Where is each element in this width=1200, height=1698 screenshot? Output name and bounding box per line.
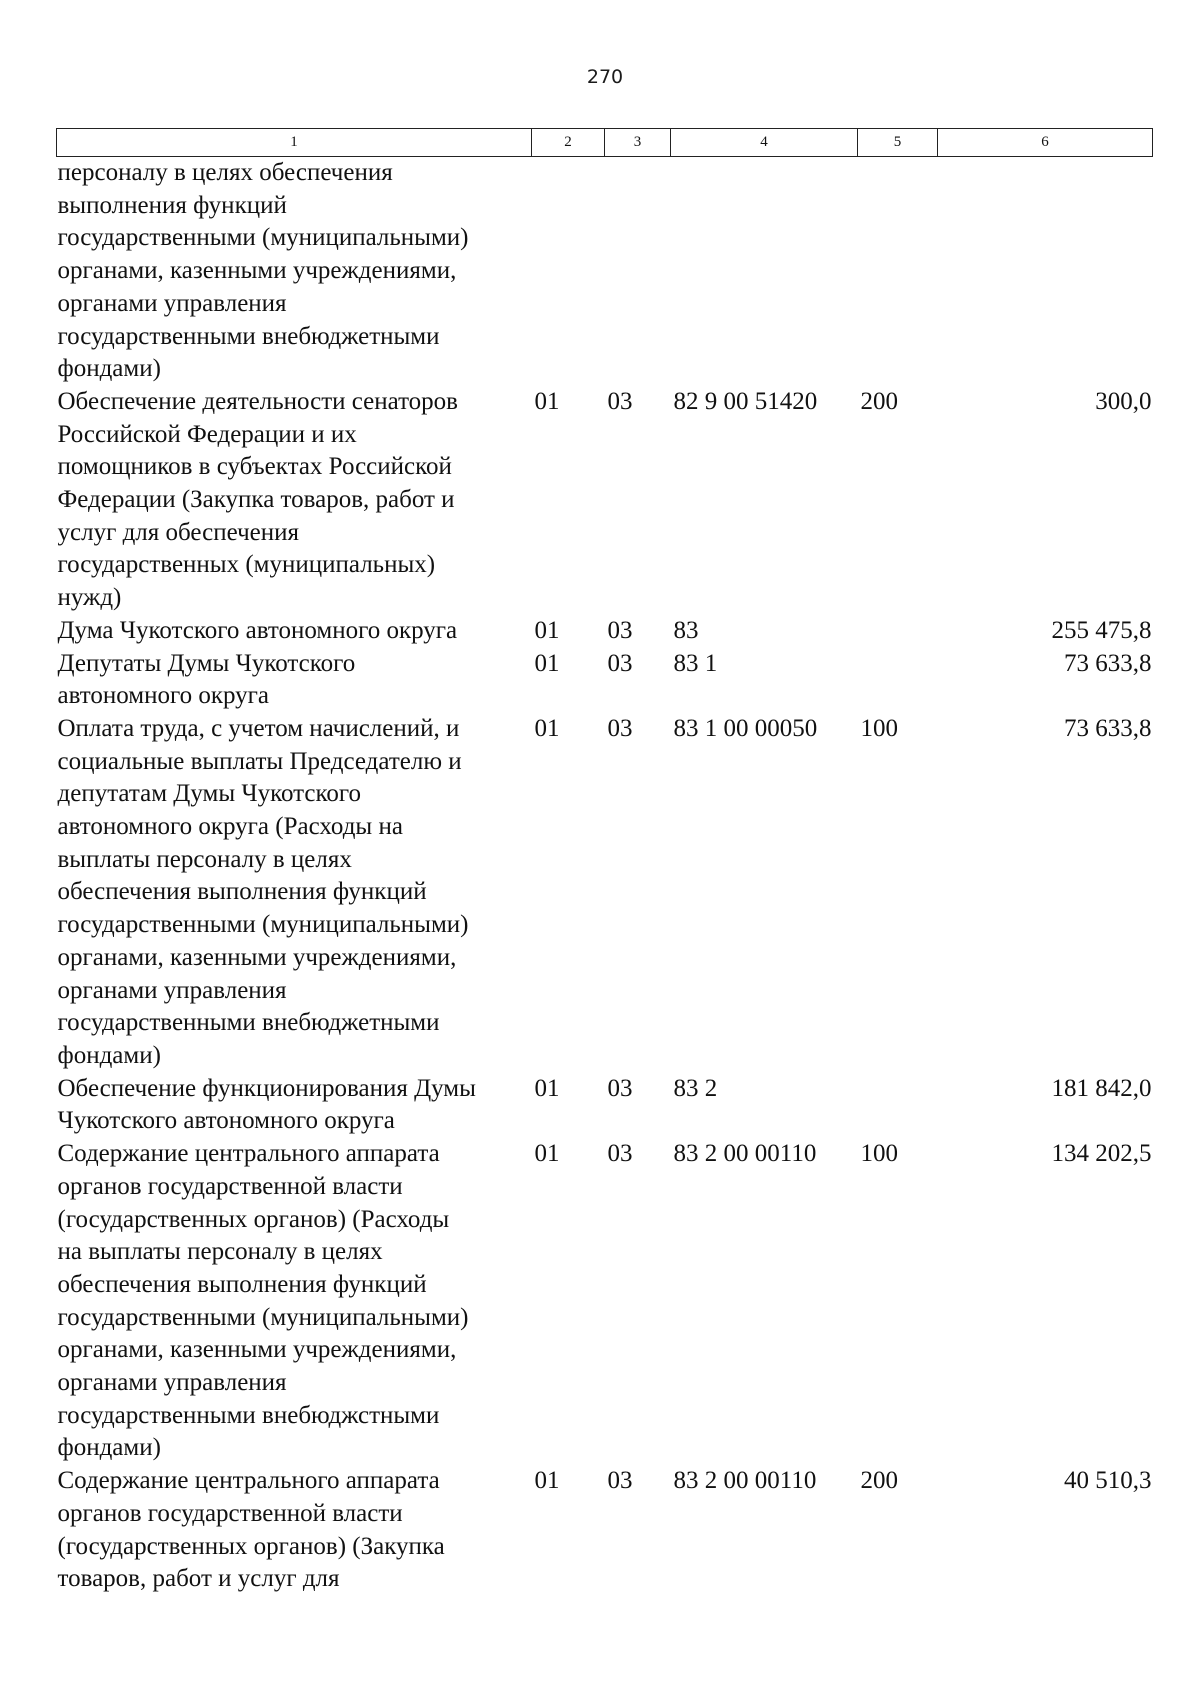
item-name-line: обеспечения выполнения функций — [57, 1270, 427, 1298]
item-name-line: на выплаты персоналу в целях — [57, 1238, 383, 1266]
target-code-cell: 83 — [673, 616, 699, 644]
expense-type-cell — [858, 648, 938, 713]
target-code-cell: 83 1 00 00050 — [673, 714, 818, 742]
target-code-cell: 83 2 00 00110 — [673, 1467, 817, 1495]
item-name-line: государственными (муниципальными) — [57, 911, 469, 939]
table-row — [57, 1138, 1153, 1465]
page-number: 270 — [586, 66, 624, 88]
item-name-line: Содержание центрального аппарата — [57, 1467, 440, 1495]
item-name-line: автономного округа (Расходы на — [57, 813, 403, 841]
budget-table — [56, 128, 1153, 1596]
item-name-cell — [57, 386, 532, 615]
item-name-line: депутатам Думы Чукотского — [57, 780, 361, 808]
target-code-cell: 83 2 00 00110 — [673, 1140, 817, 1168]
item-name-line: органов государственной власти — [57, 1172, 403, 1200]
item-name-line: органами управления — [57, 289, 287, 317]
item-name-line: социальные выплаты Председателю и — [57, 747, 462, 775]
item-name-line: фондами) — [57, 355, 161, 383]
item-name-line: государственными внебюджетными — [57, 322, 440, 350]
expense-type-cell: 200 — [860, 1467, 898, 1495]
target-code-cell — [671, 157, 858, 386]
section-cell: 01 — [534, 1140, 560, 1168]
expense-type-cell: 200 — [860, 387, 898, 415]
amount-cell: 300,0 — [1095, 387, 1152, 415]
expense-type-cell: 100 — [860, 714, 898, 742]
target-code-cell: 83 2 — [673, 1074, 718, 1102]
item-name-line: органов государственной власти — [57, 1499, 403, 1527]
expense-type-cell — [858, 1073, 938, 1138]
subsection-cell: 03 — [607, 1140, 633, 1168]
item-name-line: услуг для обеспечения — [57, 518, 300, 546]
table-row — [57, 713, 1153, 1073]
section-cell: 01 — [534, 387, 560, 415]
item-name-line: (государственных органов) (Расходы — [57, 1205, 450, 1233]
item-name-line: органами, казенными учреждениями, — [57, 257, 457, 285]
subsection-cell: 03 — [607, 387, 633, 415]
section-cell — [532, 157, 605, 386]
item-name-line: государственными внебюджстными — [57, 1401, 440, 1429]
table-row — [57, 1073, 1153, 1138]
table-body — [57, 157, 1153, 1596]
item-name-line: выплаты персоналу в целях — [57, 845, 352, 873]
table-row — [57, 157, 1153, 386]
item-name-line: фондами) — [57, 1434, 161, 1462]
item-name-line: товаров, работ и услуг для — [57, 1565, 340, 1593]
item-name-line: государственными (муниципальными) — [57, 224, 469, 252]
header-col-name: 1 — [57, 129, 532, 157]
item-name-cell — [57, 648, 532, 713]
subsection-cell: 03 — [607, 1074, 633, 1102]
amount-cell: 181 842,0 — [1051, 1074, 1152, 1102]
table-row — [57, 386, 1153, 615]
section-cell: 01 — [534, 649, 560, 677]
header-col-target: 4 — [671, 129, 858, 157]
amount-cell: 134 202,5 — [1051, 1140, 1152, 1168]
section-cell: 01 — [534, 1467, 560, 1495]
subsection-cell: 03 — [607, 1467, 633, 1495]
amount-cell: 73 633,8 — [1064, 649, 1152, 677]
subsection-cell: 03 — [607, 649, 633, 677]
item-name-line: Российской Федерации и их — [57, 420, 357, 448]
header-col-section: 2 — [532, 129, 605, 157]
table-row — [57, 1465, 1153, 1596]
item-name-line: органами управления — [57, 976, 287, 1004]
subsection-cell: 03 — [607, 714, 633, 742]
target-code-cell: 82 9 00 51420 — [673, 387, 818, 415]
item-name-line: нужд) — [57, 584, 122, 612]
item-name-cell — [57, 713, 532, 1073]
expense-type-cell — [858, 157, 938, 386]
expense-type-cell: 100 — [860, 1140, 898, 1168]
item-name-line: Депутаты Думы Чукотского — [57, 649, 356, 677]
table-row — [57, 615, 1153, 648]
item-name-line: государственными внебюджетными — [57, 1009, 440, 1037]
item-name-cell — [57, 1073, 532, 1138]
item-name-line: Оплата труда, с учетом начислений, и — [57, 714, 460, 742]
item-name-line: (государственных органов) (Закупка — [57, 1532, 445, 1560]
section-cell: 01 — [534, 616, 560, 644]
amount-cell: 255 475,8 — [1051, 616, 1152, 644]
item-name-line: Дума Чукотского автономного округа — [57, 616, 458, 644]
table-header — [57, 129, 1153, 157]
subsection-cell — [605, 157, 671, 386]
item-name-line: Обеспечение деятельности сенаторов — [57, 387, 458, 415]
item-name-line: обеспечения выполнения функций — [57, 878, 427, 906]
item-name-cell — [57, 157, 532, 386]
item-name-line: фондами) — [57, 1041, 161, 1069]
item-name-cell — [57, 615, 532, 648]
item-name-line: Чукотского автономного округа — [57, 1107, 395, 1135]
header-col-amount: 6 — [938, 129, 1153, 157]
item-name-line: Обеспечение функционирования Думы — [57, 1074, 476, 1102]
item-name-line: помощников в субъектах Российской — [57, 453, 452, 481]
section-cell: 01 — [534, 714, 560, 742]
item-name-line: органами, казенными учреждениями, — [57, 943, 457, 971]
amount-cell — [938, 157, 1153, 386]
item-name-line: органами, казенными учреждениями, — [57, 1336, 457, 1364]
item-name-line: органами управления — [57, 1369, 287, 1397]
header-row — [57, 129, 1153, 157]
header-col-subsection: 3 — [605, 129, 671, 157]
target-code-cell: 83 1 — [673, 649, 718, 677]
item-name-line: государственными (муниципальными) — [57, 1303, 469, 1331]
expense-type-cell — [858, 615, 938, 648]
amount-cell: 40 510,3 — [1064, 1467, 1152, 1495]
amount-cell: 73 633,8 — [1064, 714, 1152, 742]
header-col-expense: 5 — [858, 129, 938, 157]
item-name-line: государственных (муниципальных) — [57, 551, 436, 579]
subsection-cell: 03 — [607, 616, 633, 644]
item-name-cell — [57, 1465, 532, 1596]
item-name-line: автономного округа — [57, 682, 270, 710]
item-name-line: Федерации (Закупка товаров, работ и — [57, 486, 455, 514]
item-name-line: Содержание центрального аппарата — [57, 1140, 440, 1168]
item-name-line: персоналу в целях обеспечения — [57, 159, 393, 186]
section-cell: 01 — [534, 1074, 560, 1102]
table-row — [57, 648, 1153, 713]
item-name-cell — [57, 1138, 532, 1465]
item-name-line: выполнения функций — [57, 191, 287, 219]
